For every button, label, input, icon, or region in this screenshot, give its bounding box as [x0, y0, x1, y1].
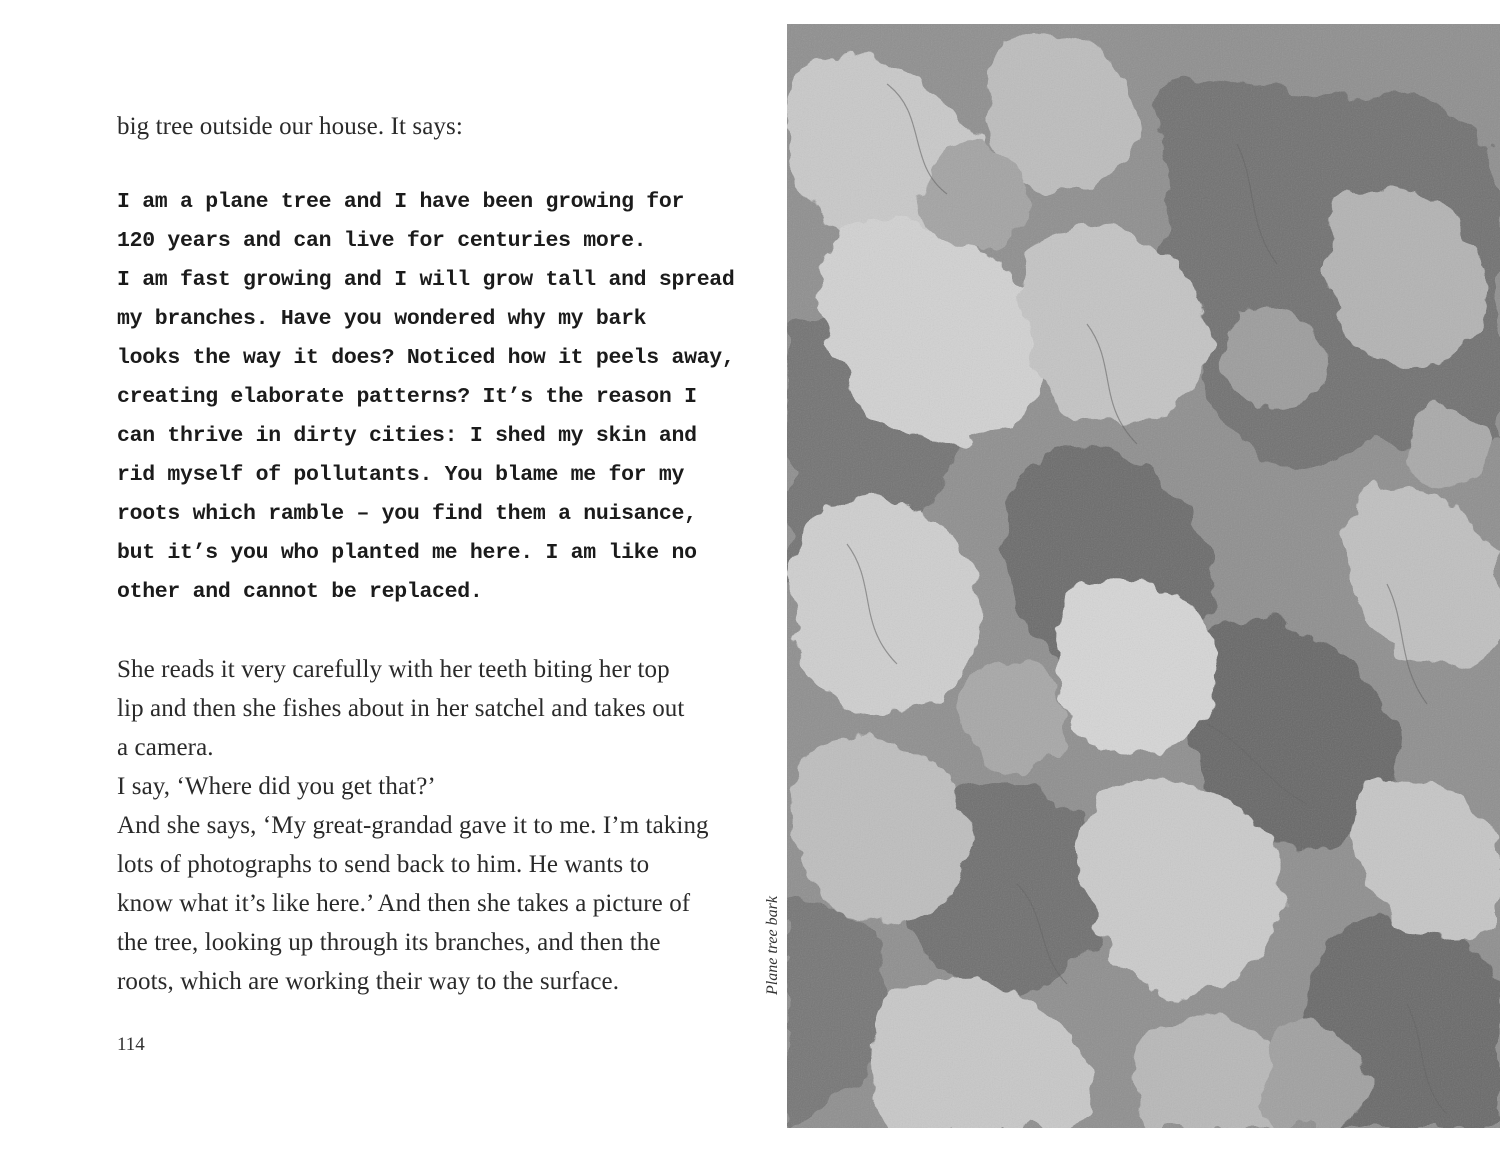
- intro-line: big tree outside our house. It says:: [117, 113, 463, 140]
- photo-caption: Plane tree bark: [764, 896, 781, 995]
- body-line: know what it’s like here.’ And then she takes a picture of: [117, 890, 691, 917]
- sign-line: 120 years and can live for centuries more.: [117, 229, 647, 253]
- sign-line: looks the way it does? Noticed how it peels away,: [117, 346, 735, 370]
- sign-line: rid myself of pollutants. You blame me for my: [117, 463, 685, 487]
- bark-photo: [787, 24, 1500, 1128]
- sign-line: my branches. Have you wondered why my bark: [117, 307, 647, 331]
- body-line: lip and then she fishes about in her satchel and takes out: [117, 695, 685, 722]
- sign-line: but it’s you who planted me here. I am like no: [117, 541, 697, 565]
- body-line: I say, ‘Where did you get that?’: [117, 773, 436, 800]
- page-number: 114: [117, 1034, 145, 1055]
- sign-line: can thrive in dirty cities: I shed my skin and: [117, 424, 697, 448]
- sign-line: I am a plane tree and I have been growing for: [117, 190, 685, 214]
- body-line: roots, which are working their way to the surface.: [117, 968, 620, 995]
- sign-line: I am fast growing and I will grow tall and spread: [117, 268, 735, 292]
- sign-line: creating elaborate patterns? It’s the reason I: [117, 385, 697, 409]
- body-line: And she says, ‘My great-grandad gave it to me. I’m taking: [117, 812, 709, 839]
- sign-line: roots which ramble – you find them a nuisance,: [117, 502, 697, 526]
- body-line: a camera.: [117, 734, 214, 761]
- sign-line: other and cannot be replaced.: [117, 580, 483, 604]
- body-line: the tree, looking up through its branches, and then the: [117, 929, 661, 956]
- body-line: She reads it very carefully with her teeth biting her top: [117, 656, 670, 683]
- body-line: lots of photographs to send back to him. He wants to: [117, 851, 650, 878]
